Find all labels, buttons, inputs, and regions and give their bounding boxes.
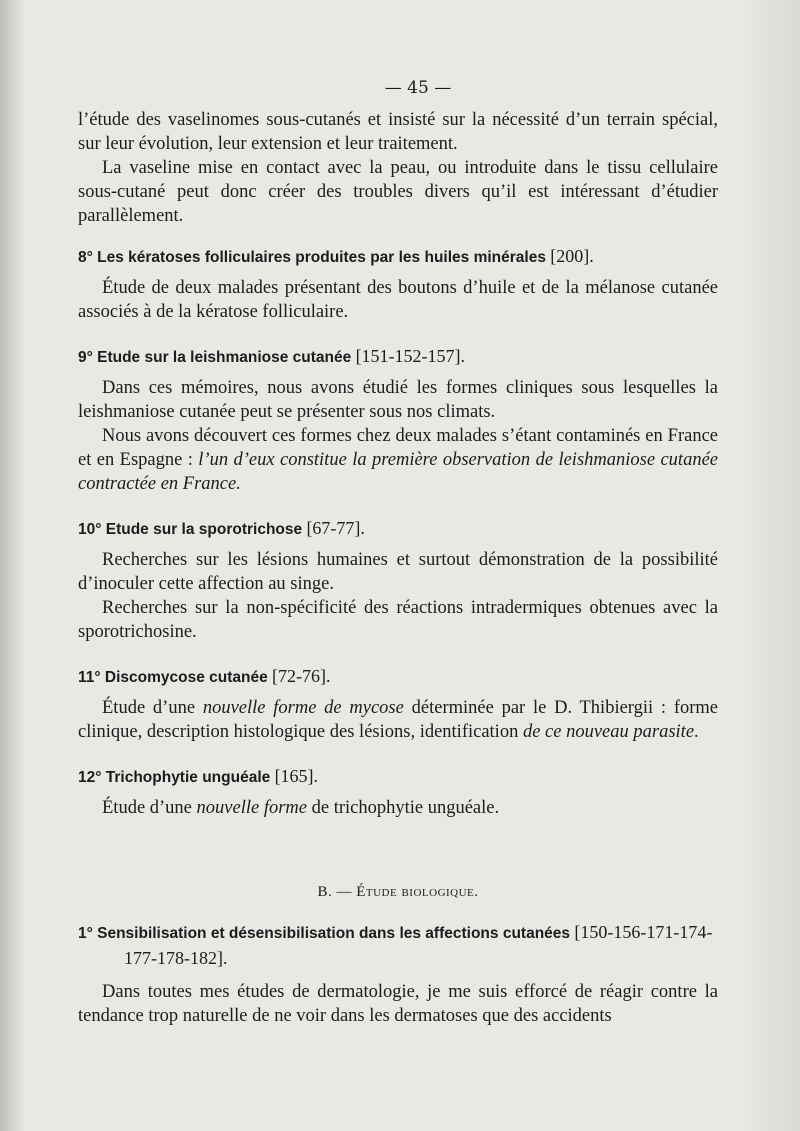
paragraph-section-12-text-a: Étude d’une [102,798,197,818]
paragraph-section-12-italic: nouvelle forme [196,798,307,818]
paragraph-section-12-text-c: de trichophytie unguéale. [306,798,500,818]
paragraph-vaseline: La vaseline mise en contact avec la peau, ou introduite dans le tissu cellulaire sous-cutané peut donc créer des troubles divers qu’il est intéressant d’étudier parallèlement. [78,158,718,226]
paragraph-section-10-a: Recherches sur les lésions humaines et surtout démonstration de la possibilité d’inoculer cette affection au singe. [78,550,718,594]
scan-shadow-right [740,0,800,1131]
heading-section-10-ref: [67-77]. [306,518,365,538]
paragraph-section-11-text-a: Étude d’une [102,698,203,718]
heading-section-10 [78,516,718,542]
section-b-prefix: B. — [317,884,357,900]
paragraph-section-9-b-italic: l’un d’eux constitue la première observation de leishmaniose cutanée contractée en France. [78,450,718,494]
heading-section-11 [78,664,718,690]
section-b-title: Étude biologique. [356,884,479,900]
paragraph-section-9-b-text: Nous avons découvert ces formes chez deux malades s’étant contaminés en France et en Espagne : [78,426,718,470]
paragraph-section-9-a: Dans ces mémoires, nous avons étudié les formes cliniques sous lesquelles la leishmaniose cutanée peut se présenter sous nos climats. [78,378,718,422]
heading-section-b1-ref-continued [78,946,718,972]
paragraph-section-12 [78,796,718,820]
heading-section-8 [78,244,718,270]
heading-section-b1 [78,920,718,946]
document-page [78,78,718,1028]
heading-section-9-title: 9° Etude sur la leishmaniose cutanée [78,349,352,366]
paragraph-section-b1: Dans toutes mes études de dermatologie, je me suis efforcé de réagir contre la tendance trop naturelle de ne voir dans les dermatoses que des accidents [78,982,718,1026]
heading-section-12-title: 12° Trichophytie unguéale [78,769,271,786]
heading-section-11-title: 11° Discomycose cutanée [78,669,268,686]
heading-section-8-title: 8° Les kératoses folliculaires produites par les huiles minérales [78,249,546,266]
paragraph-vaselinomes: l’étude des vaselinomes sous-cutanés et insisté sur la nécessité d’un terrain spécial, sur leur évolution, leur extension et leur traitement. [78,110,718,154]
paragraph-section-11-text-c: déterminée par le D. Thibiergii : forme clinique, description histologique des lésions, identification [78,698,718,742]
paragraph-section-10-b: Recherches sur la non-spécificité des réactions intradermiques obtenues avec la sporotrichosine. [78,598,718,642]
heading-section-10-title: 10° Etude sur la sporotrichose [78,521,303,538]
paragraph-section-9-b [78,424,718,496]
heading-section-9-ref: [151-152-157]. [355,346,466,366]
heading-section-11-ref: [72-76]. [272,666,331,686]
heading-section-b1-ref2: 177-178-182]. [124,948,228,968]
paragraph-section-11 [78,696,718,744]
heading-section-b1-title: 1° Sensibilisation et désensibilisation dans les affections cutanées [78,925,571,942]
section-b-heading [78,880,718,920]
heading-section-b1-ref: [150-156-171-174- [574,922,713,942]
paragraph-section-11-text-e: . [694,722,699,742]
heading-section-12-ref: [165]. [274,766,319,786]
paragraph-section-11-italic-a: nouvelle forme de mycose [202,698,404,718]
scan-shadow-left [0,0,26,1131]
paragraph-section-11-italic-b: de ce nouveau parasite [522,722,695,742]
heading-section-12 [78,764,718,790]
page-number: — 45 — [384,78,452,98]
heading-section-9 [78,344,718,370]
paragraph-section-8: Étude de deux malades présentant des boutons d’huile et de la mélanose cutanée associés à de la kératose folliculaire. [78,278,718,322]
heading-section-8-ref: [200]. [550,246,594,266]
